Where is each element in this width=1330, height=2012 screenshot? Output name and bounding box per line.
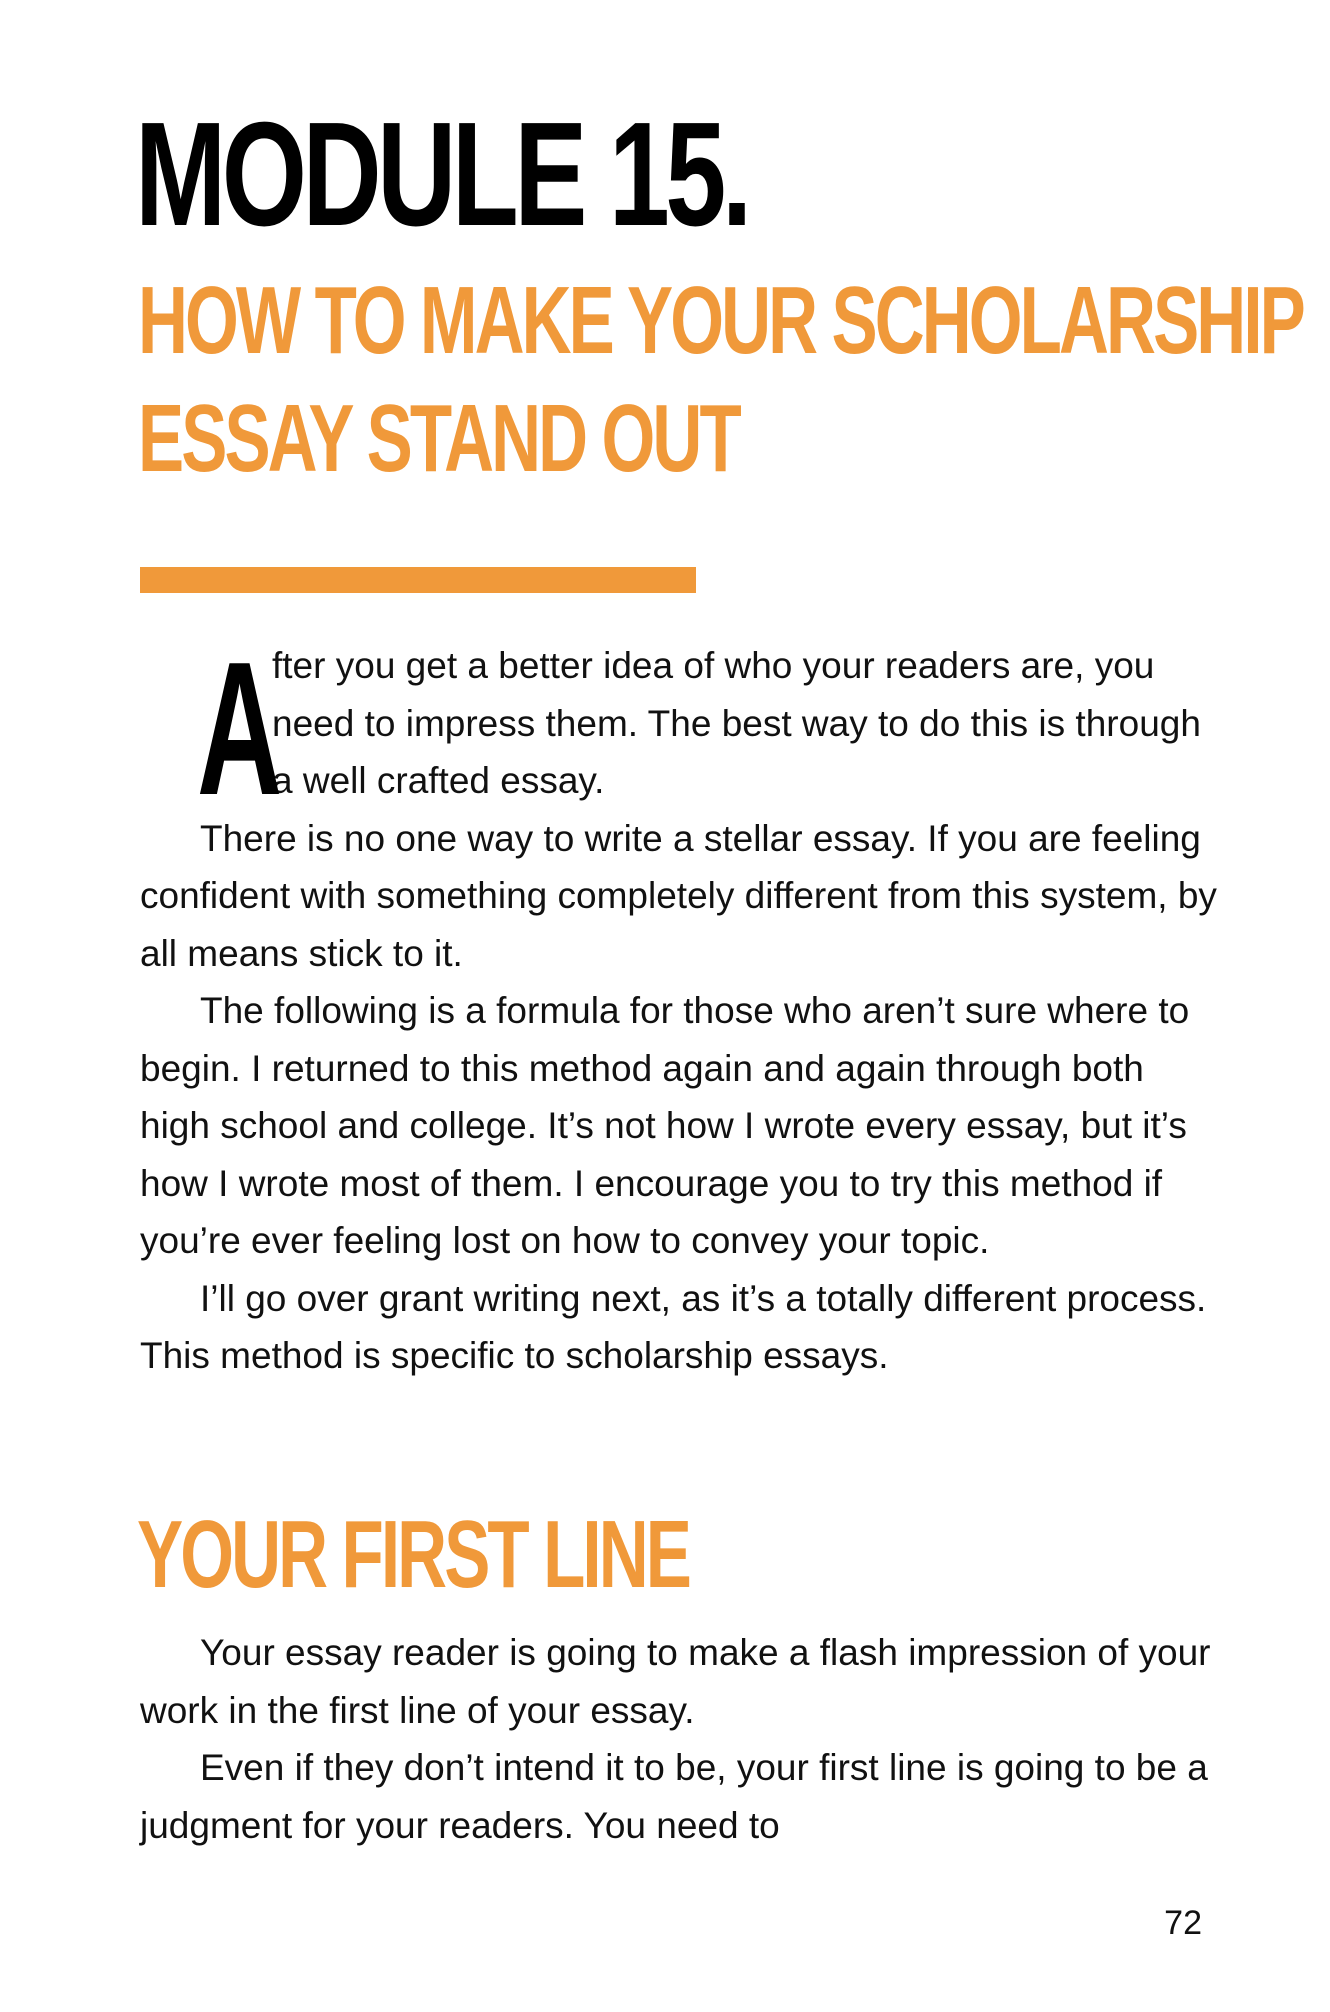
subtitle-line-1: HOW TO MAKE YOUR SCHOLARSHIP <box>138 267 1303 374</box>
body-paragraph: There is no one way to write a stellar essay. If you are feeling confident with something completely different from this system, by all means stick to it. <box>140 817 1217 974</box>
body-paragraph: I’ll go over grant writing next, as it’s a totally different process. This method is specific to scholarship essays. <box>140 1277 1207 1376</box>
accent-divider <box>140 567 696 593</box>
module-title: MODULE 15. <box>135 92 748 257</box>
intro-first-paragraph: fter you get a better idea of who your readers are, you need to impress them. The best way to do this is through a well crafted essay. <box>272 645 1201 801</box>
section-body <box>140 1624 1220 1854</box>
page-number: 72 <box>1164 1904 1202 1942</box>
drop-cap: A <box>197 623 283 835</box>
chapter-subtitle <box>138 262 1303 498</box>
intro-section <box>140 623 1220 1385</box>
section-heading: YOUR FIRST LINE <box>137 1501 690 1608</box>
body-paragraph: Your essay reader is going to make a flash impression of your work in the first line of your essay. <box>140 1632 1211 1731</box>
subtitle-line-2: ESSAY STAND OUT <box>138 385 739 492</box>
body-paragraph: The following is a formula for those who aren’t sure where to begin. I returned to this method again and again through both high school and college. It’s not how I wrote every essay, but it’s how I wrote most of them. I encourage you to try this method if you’re ever feeling lost on how to convey your topic. <box>140 990 1190 1261</box>
body-paragraph: Even if they don’t intend it to be, your first line is going to be a judgment for your readers. You need to <box>140 1747 1208 1846</box>
